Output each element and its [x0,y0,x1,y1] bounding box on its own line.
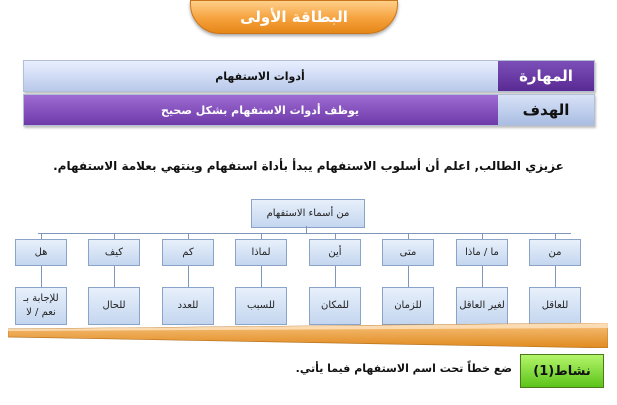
question-tool-box: هل [15,239,67,266]
connector-tool-use [555,266,556,287]
goal-label: الهدف [498,95,594,125]
connector-tool-use [261,266,262,287]
intro-text: عزيزي الطالب, اعلم أن أسلوب الاستفهام يبدأ بأداة استفهام وينتهي بعلامة الاستفهام. [53,159,564,173]
card-title: البطاقة الأولى [190,0,398,34]
connector-bus [38,233,571,234]
connector-tool-use [408,266,409,287]
question-use-box: للحال [88,287,140,325]
connector-tool-use [114,266,115,287]
connector-stem [306,226,307,233]
diagram-header: من أسماء الاستفهام [251,199,365,228]
connector-tool-use [335,266,336,287]
connector-tool-use [41,266,42,287]
skill-label: المهارة [498,61,594,91]
question-use-box: للعاقل [529,287,581,325]
question-tool-box: كيف [88,239,140,266]
activity-label: نشاط(1) [520,354,604,388]
activity-instruction: ضع خطاً تحت اسم الاستفهام فيما يأتي. [295,362,512,375]
question-tool-box: من [529,239,581,266]
goal-value: يوظف أدوات الاستفهام بشكل صحيح [160,103,360,117]
question-tool-box: أين [309,239,361,266]
question-tool-box: كم [162,239,214,266]
connector-tool-use [482,266,483,287]
question-tool-box: متى [382,239,434,266]
question-use-box: لغير العاقل [456,287,508,325]
decorative-bar [8,323,608,348]
skill-value: أدوات الاستفهام [215,69,305,83]
skill-row [23,60,595,92]
goal-row [23,94,595,126]
question-tool-box: لماذا [235,239,287,266]
question-use-box: للمكان [309,287,361,325]
question-use-box: للعدد [162,287,214,325]
question-use-box: للسبب [235,287,287,325]
question-use-box: للزمان [382,287,434,325]
question-use-box: للإجابة بـ نعم / لا [15,287,67,325]
question-tool-box: ما / ماذا [456,239,508,266]
connector-tool-use [188,266,189,287]
